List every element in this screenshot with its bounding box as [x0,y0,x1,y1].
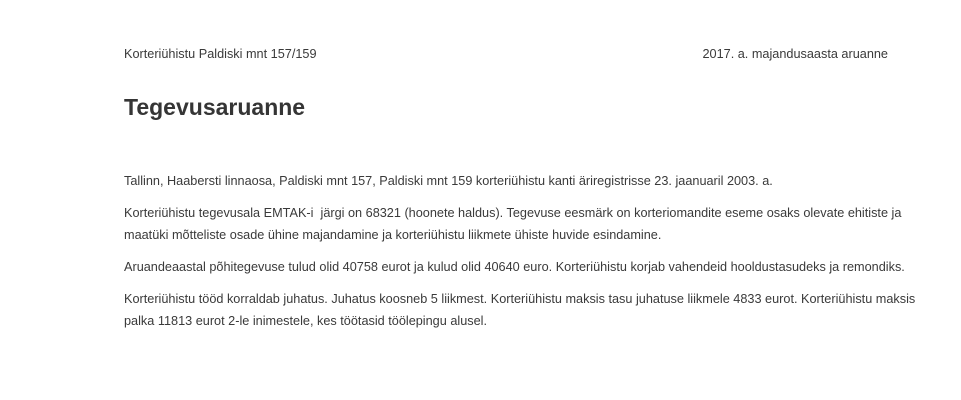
header-organization-name: Korteriühistu Paldiski mnt 157/159 [124,47,317,61]
paragraph [124,256,931,278]
paragraph [124,288,931,332]
text-line: Tallinn, Haabersti linnaosa, Paldiski mnt 157, Paldiski mnt 159 korteriühistu kanti äriregistrisse 23. jaanuaril 2003. a. [124,174,773,188]
text-line: Korteriühistu tegevusala EMTAK-i järgi on 68321 (hoonete haldus). Tegevuse eesmärk on korteriomandite eseme osaks olevate ehitiste ja [124,206,902,220]
paragraph [124,202,931,246]
paragraph [124,170,931,192]
text-line: maatüki mõtteliste osade ühine majandamine ja korteriühistu liikmete ühiste huvide esindamine. [124,228,662,242]
document-body [124,170,931,342]
text-line: Korteriühistu tööd korraldab juhatus. Juhatus koosneb 5 liikmest. Korteriühistu maksis tasu juhatuse liikmele 4833 eurot. Korteriühistu maksis [124,292,916,306]
text-line: palka 11813 eurot 2-le inimestele, kes töötasid töölepingu alusel. [124,314,487,328]
page-title: Tegevusaruanne [124,94,306,120]
text-line: Aruandeaastal põhitegevuse tulud olid 40758 eurot ja kulud olid 40640 euro. Korteriühistu korjab vahendeid hooldustasudeks ja remondiks. [124,260,905,274]
header-report-name: 2017. a. majandusaasta aruanne [702,47,888,61]
page-header [124,47,888,62]
